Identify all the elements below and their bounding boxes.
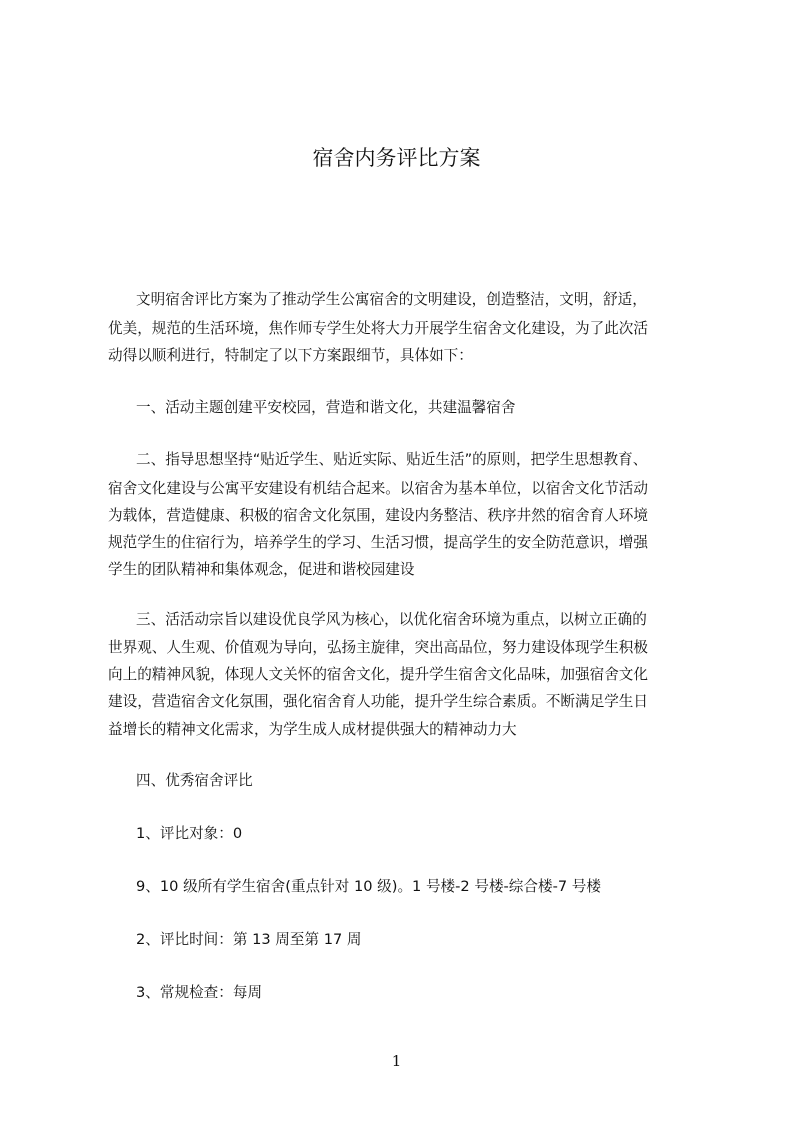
- section-3-line-3: 向上的精神风貌，体现人文关怀的宿舍文化，提升学生宿舍文化品味，加强宿舍文化: [108, 666, 648, 683]
- section-2-line-3: 为载体，营造健康、积极的宿舍文化氛围，建设内务整洁、秩序井然的宿舍育人环境: [108, 507, 648, 524]
- section-2-line-5: 学生的团队精神和集体观念，促进和谐校园建设: [108, 561, 415, 578]
- section-3-line-2: 世界观、人生观、价值观为导向，弘扬主旋律，突出高品位，努力建设体现学生积极: [108, 639, 648, 656]
- section-2-line-4: 规范学生的住宿行为，培养学生的学习、生活习惯，提高学生的安全防范意识，增强: [108, 534, 648, 551]
- document-title: 宿舍内务评比方案: [312, 146, 481, 170]
- section-3-line-5: 益增长的精神文化需求，为学生成人成材提供强大的精神动力大: [108, 721, 517, 738]
- page-number: 1: [391, 1052, 402, 1070]
- section-2-line-2: 宿舍文化建设与公寓平安建设有机结合起来。以宿舍为基本单位，以宿舍文化节活动: [108, 480, 648, 497]
- intro-line-3: 动得以顺利进行，特制定了以下方案跟细节，具体如下：: [108, 347, 473, 364]
- section-3-line-4: 建设，营造宿舍文化氛围，强化宿舍育人功能，提升学生综合素质。不断满足学生日: [108, 693, 648, 710]
- section-2-line-1: 二、指导思想坚持“贴近学生、贴近实际、贴近生活”的原则，把学生思想教育、: [136, 451, 648, 468]
- intro-line-1: 文明宿舍评比方案为了推动学生公寓宿舍的文明建设，创造整洁，文明，舒适，: [136, 291, 647, 308]
- criteria-item-2: 2、评比时间：第 13 周至第 17 周: [136, 931, 362, 948]
- section-1-heading: 一、活动主题创建平安校园，营造和谐文化，共建温馨宿舍: [136, 399, 516, 416]
- criteria-item-3: 3、常规检查：每周: [136, 984, 263, 1001]
- criteria-scope: 9、10 级所有学生宿舍(重点针对 10 级)。1 号楼-2 号楼-综合楼-7 号楼: [136, 878, 601, 895]
- intro-line-2: 优美，规范的生活环境，焦作师专学生处将大力开展学生宿舍文化建设，为了此次活: [108, 320, 648, 337]
- section-3-line-1: 三、活活动宗旨以建设优良学风为核心，以优化宿舍环境为重点，以树立正确的: [136, 611, 647, 628]
- criteria-item-1: 1、评比对象：0: [136, 825, 243, 842]
- section-4-heading: 四、优秀宿舍评比: [136, 772, 253, 789]
